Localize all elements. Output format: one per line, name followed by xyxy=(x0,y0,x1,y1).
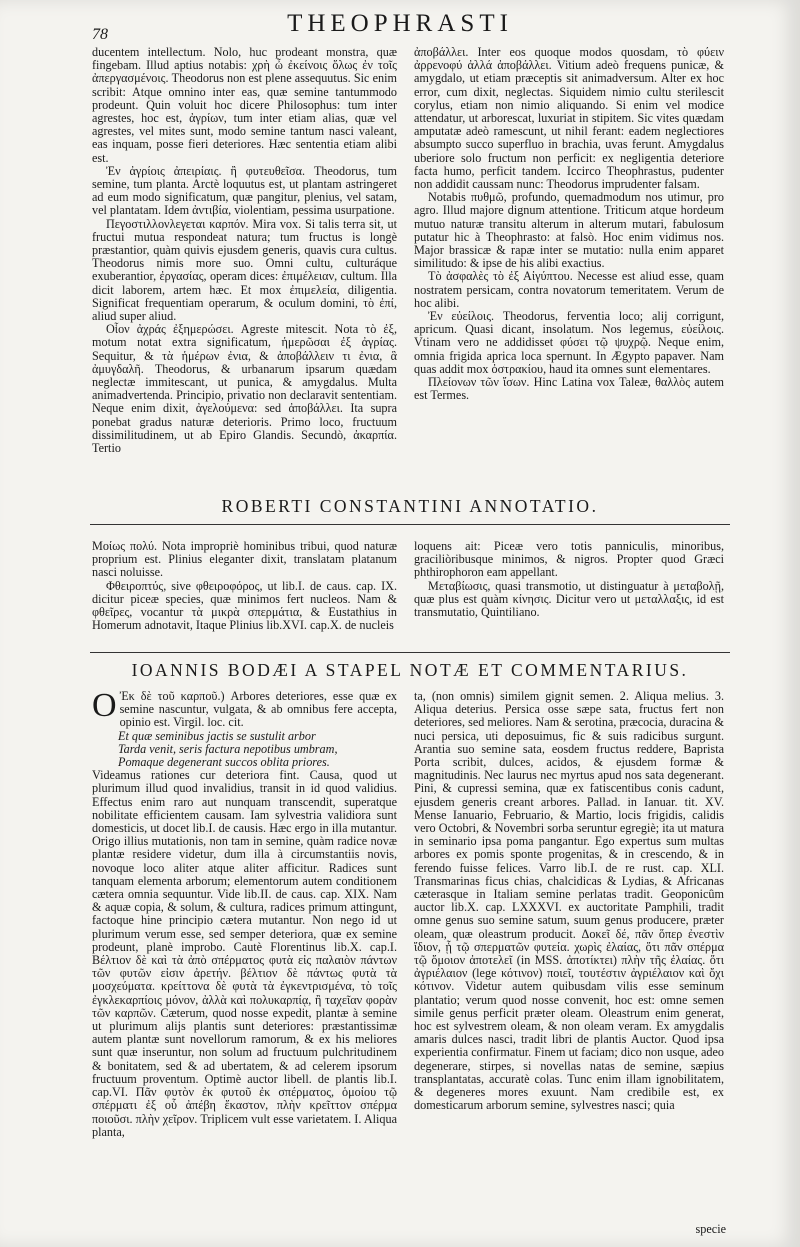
page-header xyxy=(0,6,800,43)
page-number: 78 xyxy=(92,26,108,43)
intro-text: Ἐκ δὲ τοῦ καρποῦ.) Arbores deteriores, esse quæ ex semine nascuntur, vulgata, & ab omnibus fere accepta, opinio est. Virgil. loc. cit. xyxy=(119,690,397,730)
paragraph: ducentem intellectum. Nolo, huc prodeant monstra, quæ fingebam. Illud aptius notabis: χρὴ ὦ ἐκείνοις ὅλως ἐν τοῖς ἀπεργασμένοις. Theodorus non est plene assequutus. Sic enim scribit: Atque omnino inter eas, quæ semine tantummodo prodeunt. Quin voluit hoc dicere Philosophus: tum inter agrestes, hoc est, ἀγρίων, tum inter etiam alias, quæ vel agrestes, vel mites sunt, modo semine tantum nasci valeant, eas inquam, posse fieri deteriores. Hæc sententia etiam alibi est. xyxy=(92,46,397,165)
paragraph: Πλείονων τῶν ἴσων. Hinc Latina vox Taleæ, θαλλὸς autem est Termes. xyxy=(414,375,724,403)
running-title: THEOPHRASTI xyxy=(287,10,513,37)
verse-quote xyxy=(92,730,397,770)
paragraph: Ἐν ἀγρίοις ἀπειρίαις. ἢ φυτευθεῖσα. Theodorus, tum semine, tum planta. Arctè loquutus est, ut plantam astringeret ad eum modo significatum, quæ pangitur, plenius, vel satam, vel plantatam. Idem ἀντιβία, violentiam, pessima usurpatione. xyxy=(92,163,397,218)
paragraph: Οἷον ἀχράς ἐξημερώσει. Agreste mitescit. Nota τὸ ἐξ, motum notat extra significatum, ἡμερῶσαι ἐξ ἀγρίας. Sequitur, & τὰ ἡμέρων ἐνια, & ἀποβάλλειν τι ἐνια, ἃ ἀμυγδαλῆ. Theodorus, & urbanarum ipsarum quædam neglectæ immitescant, ut punica, & amygdalus. Multa animadvertenda. Principio, privatio non declaravit sententiam. Neque enim dixit, ἀγελούμενα: sed ἀποβάλλει. Ita supra ponebat gradus naturæ deterioris. Primo loco, fructuum dissimilitudinem, ut ab Epiro Glandis. Secundò, ἀκαρπία. Tertio xyxy=(92,322,397,456)
paragraph xyxy=(92,690,397,730)
section-heading-bodaei: IOANNIS BODÆI A STAPEL NOTÆ ET COMMENTARIUS. xyxy=(131,660,689,680)
paragraph: Videamus rationes cur deteriora fint. Causa, quod ut plurimum illud quod invalidius, transit in id quod validius. Effectus enim raro aut nunquam transcendit, superatque nobilitate efficientem causam. Iam sylvestria validiora sunt domesticis, ut docet lib.I. de causis. Hæc ergo in illa mutantur. Origo illius mutationis, non tam in semine, quàm radice novæ plantæ residere videtur, dum illa à circumstantiis novis, novoque loco aliter atque aliter afficitur. Radices sunt tanquam elementa arborum; elementorum autem conditionem cætera omnia sequuntur. Vide lib.II. de caus. cap. XIX. Nam & aquæ copia, & solum, & cultura, radices primum attingunt, factoque hine principio cætera mutantur. Non nego id ut plurimum verum esse, sed semper deteriora, quæ ex semine prodeunt, planè improbo. Cautè Florentinus lib.X. cap.I. Βέλτιον δὲ καὶ τὰ ἀπὸ σπέρματος φυτὰ εἰς παλαιὸν πάντων τῶν φυτῶν εἰσιν ἀρετήν. βέλτιον δὲ πάντως φυτὰ τὰ μοσχεύματα. κρείττονα δὲ φυτὰ τὰ ἐγκεντρισμένα, τὸ τοῖς ἐγκλεκαρπίοις μόνον, ἀλλὰ καὶ πολυκαρπίᾳ, ἢ ταχεῖαν φορὰν τῶν καρπῶν. Cæterum, quod nosse expedit, plantæ à semine ut plurimum alijs plantis sunt deteriores: præstantissimæ autem plantæ sunt novellorum ramorum, & ex his meliores sunt quæ inseruntur, non solum ad fructuum pulchritudinem & bonitatem, sed & ad ubertatem, & ad celerem ipsorum fructuum proventum. Optimè auctor libell. de plantis lib.I. cap.VI. Πᾶν φυτὸν ἐκ φυτοῦ ἐκ σπέρματος, ὁμοίου τῷ σπέρματι ἐξ οὗ ἀπέβη ἕκαστον, πλὴν κρεῖττον σπέρμα ποιοῦσι. πλὴν χεῖρον. Triplicem vult esse varietatem. I. Aliqua planta, xyxy=(92,768,397,1139)
paragraph: Μεταβίωσις, quasi transmotio, ut distinguatur à μεταβολῇ, quæ plus est quàm κίνησις. Dicitur vero ut μεταλλαξις, id est transmutatio, Quintiliano. xyxy=(414,578,724,620)
annotatio-right-column xyxy=(414,540,724,640)
verse-line: Et quæ seminibus jactis se sustulit arbor xyxy=(118,728,316,743)
commentarius-left-column xyxy=(92,690,397,1225)
paragraph: Τὸ ἀσφαλὲς τὸ ἐξ Αἰγύπτου. Necesse est aliud esse, quam nostratem persicam, contra novatorum temeritatem. Verum de hoc alibi. xyxy=(414,269,724,310)
catchword: specie xyxy=(695,1222,726,1236)
paragraph: Φθειροπτύς, sive φθειροφόρος, ut lib.I. de caus. cap. IX. dicitur piceæ species, quæ minimos fert nucleos. Nam & φθεῖρες, vocantur τὰ μικρὰ σπερμάτια, & Eustathius in Homerum adnotavit, Itaque Plinius lib.XVI. cap.X. de nucleis xyxy=(92,578,397,633)
paragraph: Notabis πυθμῶ, profundo, quemadmodum nos utimur, pro agro. Illud majore dignum attentione. Triticum atque hordeum mutuo naturæ transitu alterum in alterum mutari, fabulosum putatur hic à Theophrasto: at falsò. Hoc enim vidimus nos. Major brassicæ & rapæ inter se mutatio: nulla enim apparet similitudo: & ipse de his alibi exactius. xyxy=(414,190,724,271)
paragraph: Πεγοστιλλονλεγεται καρπόν. Mira vox. Si talis terra sit, ut fructui mutua respondeat natura; tum fructus is longè præstantior, quàm quivis ejusdem generis, quavis cura cultus. Theodorus nimis more suo. Omni cultu, culturáque exuberantior, ἐργασίας, operam dices: ἐπιμέλειαν, cultum. Illa dicit laborem, artem hæc. Et mox ἐπιμελεία, diligentia. Significat frequentiam operarum, & oculum domini, τὸ ἐπί, aliud super aliud. xyxy=(92,216,397,324)
annotatio-left-column xyxy=(92,540,397,640)
paragraph: loquens ait: Piceæ vero totis panniculis, minoribus, graciliòribusque minimos, & nigros. Propter quod Græci phthirophoron eam appellant. xyxy=(414,540,724,580)
drop-cap: O xyxy=(92,690,117,724)
paragraph: ἀποβάλλει. Inter eos quoque modos quosdam, τὸ φύειν ἀρρενοφύ ἀλλά ἀποβάλλει. Vitium adeò frequens punicæ, & amygdalo, ut etiam præceptis sit animadversum. Alter ex hoc error, cum dixit, neglectas. Siquidem nimio cultu sterilescit corylus, etiam non nimio aliquando. Si enim vel modice attendatur, ut arborescat, luxuriat in stipitem. Sic vites quædam amputatæ adeò ramescunt, ut nihil ferant: eadem neglectiores absumpto succo superfluo in brachia, uvas ferunt. Amygdalus uberiore solo fructum non perficit: ex negligentia deteriore facta humo, perficit tandem. Iccirco Theophrastus, pudenter non addidit caussam nunc: Theodorus imprudenter falsam. xyxy=(414,46,724,192)
paragraph: Ἐν εὐείλοις. Theodorus, ferventia loco; alij corrigunt, apricum. Quasi dicant, insolatum. Nos legemus, εὐείλοις. Vtinam vero ne addidisset φύσει τῷ ψυχρῷ. Neque enim, omnia frigida aprica loca spernunt. In Ægypto papaver. Nam quas addit mox ὀστρακίου, haud ita omnes sunt elementares. xyxy=(414,309,724,376)
section-heading-constantini: ROBERTI CONSTANTINI ANNOTATIO. xyxy=(221,496,599,516)
verse-line: Tarda venit, seris factura nepotibus umbram, xyxy=(118,741,338,756)
paragraph: ta, (non omnis) similem gignit semen. 2. Aliqua melius. 3. Aliqua deterius. Persica osse sæpe sata, fructus fert non deteriores, sed meliores. Nam & serotina, præcocia, duracina & nuci persica, uti deposuimus, fic & suis radicibus surgunt. Arantia suo semine sata, eosdem fructus reddere, Baprista Porta scribit, dulces, acidos, & ejusdem formæ & magnitudinis. Nec laurus nec myrtus apud nos sata degenerant. Pini, & cupressi semina, quæ ex fatiscentibus conis cadunt, ejusdem generis creant arbores. Pallad. in Ianuar. tit. XV. Mense Ianuario, Februario, & Martio, locis frigidis, calidis vero Octobri, & Novembri sorba seruntur egregiè; ita ut matura in seminario ipsa poma pangantur. Ego expertus sum multas arbores ex pomis sponte progenitas, & in crescendo, & in ferendo fuisse felices. Varro lib.I. de re rust. cap. XLI. Transmarinas ficus chias, chalcidicas & Lydias, & Africanas cæterasque in Italiam semine perlatas tradit. Geoponicûm auctor lib.X. cap. LXXXVI. ex auctoritate Pamphili, tradit omne genus suo semine satum, suum genus producere, præter oleam, quæ oleastrum producit. Δοκεῖ δέ, πᾶν ὅπερ ἐνεστὶν ἴδιον, ᾗ τῷ σπερματῶν φυτεία. χωρὶς ἐλαίας, ὅτι πᾶν σπέρμα τῷ ὅμοιον ἀποτελεῖ (in MSS. ἀποτίκτει) πλὴν τῆς ἐλαίας. ὅτι ἀγριέλαιον (lege κότινον) ποιεῖ, τουτέστιν ἀγριέλαιον καὶ ὄχι κότινον. Videtur autem quibusdam vilis esse seminum plantatio; verum quod nosse convenit, hoc est: omne semen simile genus perficit præter oleam. Oleastrum enim generat, hoc est sylvestrem oleam, & non oleam veram. Ex amygdalis amaris dulces nasci, tradit libri de plantis Auctor. Quod ipsa experientia confirmatur. Finem ut faciam; dico non usque, adeo degenerare, stirpes, si novellas natas de semine, sæpius transplantatas, accuratè colas. Tunc enim illam ignobilitatem, & degeneres mores exuunt. Nam credibile est, ex domesticarum arborum semine, sylvestres nasci; quia xyxy=(414,690,724,1113)
paragraph: Μοίως πολύ. Nota impropriè hominibus tribui, quod naturæ proprium est. Plinius eleganter dixit, translatam platanum nasci noluisse. xyxy=(92,540,397,580)
top-left-column xyxy=(92,46,397,466)
verse-line: Pomaque degenerant succos oblita priores. xyxy=(118,755,330,770)
divider xyxy=(90,524,730,525)
divider xyxy=(90,652,730,653)
top-right-column xyxy=(414,46,724,466)
commentarius-right-column xyxy=(414,690,724,1220)
